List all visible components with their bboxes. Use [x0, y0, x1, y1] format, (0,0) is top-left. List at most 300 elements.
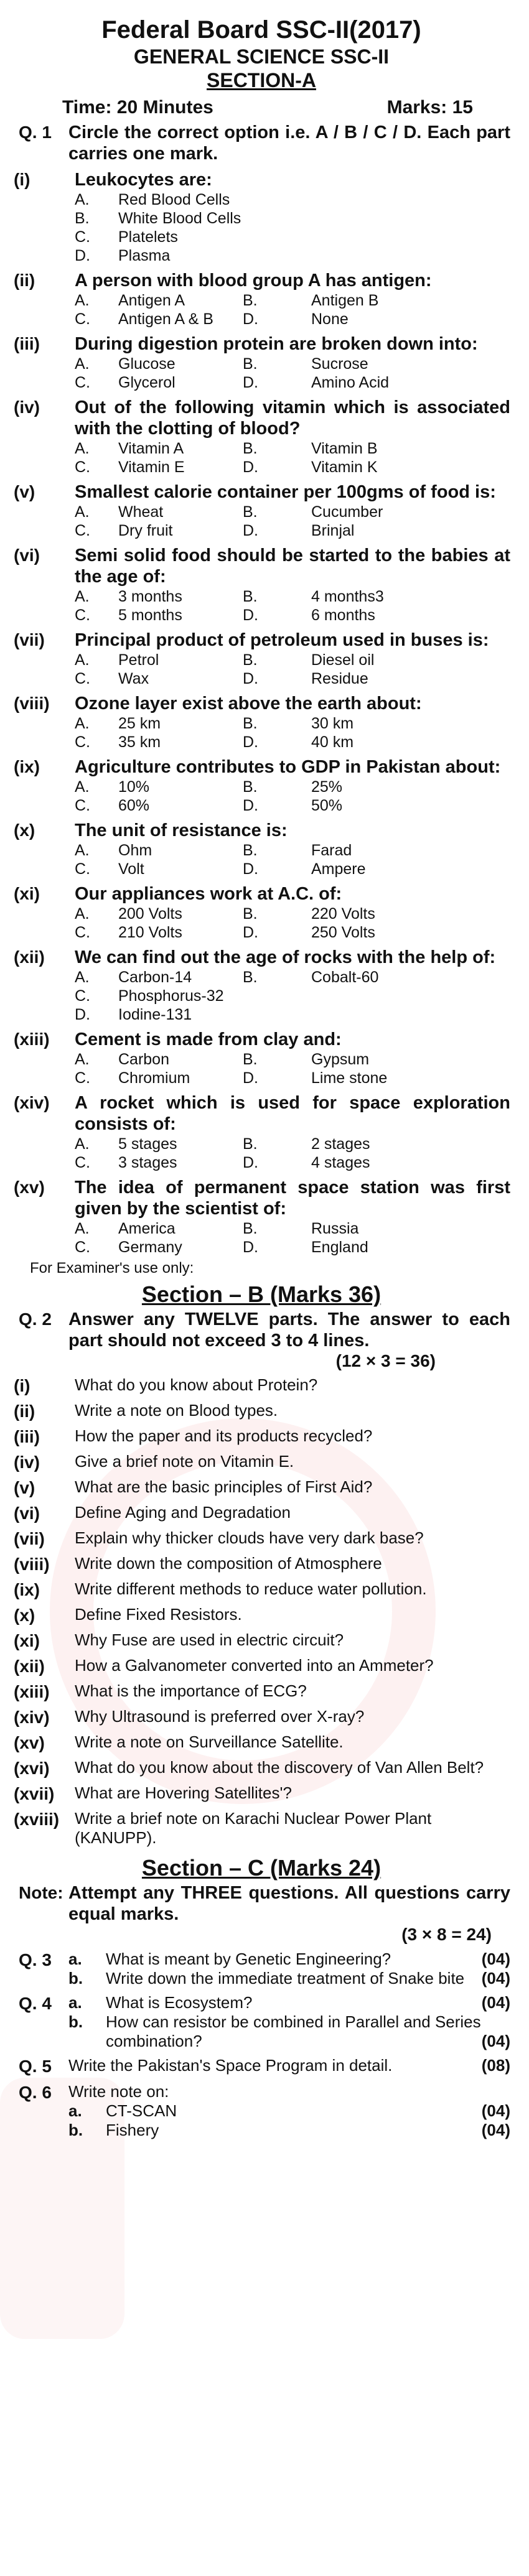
option-text: Vitamin E: [118, 458, 185, 476]
option-text: Ampere: [311, 860, 366, 878]
options-grid: [75, 1050, 510, 1087]
item-number: (xvii): [14, 1784, 55, 1803]
item-question: A person with blood group A has antigen:: [75, 271, 432, 291]
option-text: Antigen A & B: [118, 310, 213, 328]
part-marks: (04): [481, 1950, 510, 1968]
part-marks: (08): [481, 2056, 510, 2075]
short-question: [12, 1452, 510, 1473]
item-body: [75, 693, 510, 751]
mcq-item: [12, 756, 510, 815]
long-question: [12, 2082, 510, 2140]
option-text: Antigen A: [118, 292, 185, 309]
question-1-instruction: Circle the correct option i.e. A / B / C / D. Each part carries one mark.: [68, 123, 510, 164]
option-text: England: [311, 1239, 368, 1256]
item-number: (iii): [14, 334, 40, 353]
option-letter: D.: [243, 670, 258, 687]
long-question: [12, 1993, 510, 2051]
option-letter: A.: [75, 969, 90, 986]
option-letter: A.: [75, 355, 90, 373]
item-question: Leukocytes are:: [75, 170, 212, 190]
item-question: Out of the following vitamin which is associated with the clotting of blood?: [75, 398, 510, 439]
option-letter: B.: [243, 588, 258, 605]
option-letter: A.: [75, 651, 90, 669]
options-grid: [75, 841, 510, 878]
item-body: [75, 630, 510, 688]
short-question: [12, 1401, 510, 1422]
option-letter: D.: [75, 1006, 90, 1023]
option-text: Ohm: [118, 842, 152, 859]
option-letter: A.: [75, 715, 90, 732]
item-question: Agriculture contributes to GDP in Pakistan about:: [75, 757, 501, 777]
option-text: White Blood Cells: [118, 210, 241, 227]
option-letter: D.: [243, 924, 258, 941]
short-question-text: How the paper and its products recycled?: [75, 1426, 373, 1445]
item-number: (vi): [14, 1504, 40, 1523]
question-number: Q. 3: [19, 1950, 52, 1969]
short-question-text: Define Fixed Resistors.: [75, 1605, 242, 1624]
item-number: (ix): [14, 1580, 40, 1599]
part-question: Fishery: [106, 2121, 159, 2139]
short-question: [12, 1426, 510, 1448]
section-a-title: SECTION-A: [207, 69, 316, 91]
item-body: [75, 169, 510, 265]
part-question: How can resistor be combined in Parallel and Series combination?: [106, 2012, 481, 2050]
item-number: (x): [14, 1606, 35, 1625]
option-letter: C.: [75, 458, 90, 476]
options-grid: [75, 503, 510, 540]
item-number: (xii): [14, 947, 45, 967]
option-letter: [243, 1005, 311, 1024]
item-body: [75, 1029, 510, 1087]
short-question: [12, 1477, 510, 1499]
option-text: 40 km: [311, 733, 354, 751]
item-question: The unit of resistance is:: [75, 821, 288, 840]
option-letter: C.: [75, 1154, 90, 1171]
option-text: 10%: [118, 778, 150, 796]
option-letter: C.: [75, 860, 90, 878]
part-label: a.: [68, 2101, 82, 2120]
marks-label: Marks: 15: [386, 97, 473, 118]
option-text: None: [311, 310, 349, 328]
options-grid: [75, 1135, 510, 1172]
mcq-item: [12, 333, 510, 392]
item-body: [75, 756, 510, 815]
option-text: 50%: [311, 797, 343, 814]
option-letter: B.: [243, 292, 258, 309]
short-question-text: What do you know about the discovery of Van Allen Belt?: [75, 1758, 484, 1777]
option-letter: A.: [75, 905, 90, 923]
part-text: [106, 2121, 510, 2140]
section-b-title: [12, 1280, 510, 1309]
option-text: Cucumber: [311, 503, 383, 521]
option-letter: D.: [243, 458, 258, 476]
option-text: 35 km: [118, 733, 161, 751]
part-label: b.: [68, 2012, 83, 2031]
option-letter: A.: [75, 440, 90, 457]
option-letter: A.: [75, 842, 90, 859]
part-marks: (04): [481, 2121, 510, 2139]
item-number: (ix): [14, 757, 40, 776]
item-body: [75, 481, 510, 540]
short-question-text: Give a brief note on Vitamin E.: [75, 1452, 294, 1471]
item-body: [75, 1092, 510, 1172]
options-grid: [75, 1219, 510, 1257]
option-text: Plasma: [118, 247, 171, 264]
question-part: [68, 2056, 510, 2075]
option-text: Wheat: [118, 503, 164, 521]
item-number: (xvi): [14, 1759, 50, 1778]
option-letter: B.: [243, 1135, 258, 1153]
note-label: Note:: [19, 1883, 63, 1902]
option-letter: D.: [243, 1154, 258, 1171]
short-question: [12, 1503, 510, 1524]
option-text: Diesel oil: [311, 651, 375, 669]
time-marks-row: [12, 92, 510, 119]
option-text: Glucose: [118, 355, 176, 373]
option-letter: B.: [243, 1220, 258, 1237]
option-text: 30 km: [311, 715, 354, 732]
short-question: [12, 1656, 510, 1677]
mcq-item: [12, 630, 510, 688]
part-text: [106, 2101, 510, 2121]
long-question-body: [68, 1993, 510, 2051]
option-text: Amino Acid: [311, 374, 390, 391]
option-letter: B.: [243, 715, 258, 732]
short-question: [12, 1554, 510, 1575]
option-text: 3 months: [118, 588, 182, 605]
part-question: What is Ecosystem?: [106, 1993, 253, 2012]
option-text: Iodine-131: [118, 1006, 192, 1023]
option-letter: A.: [75, 1220, 90, 1237]
short-question: [12, 1707, 510, 1728]
question-part: [68, 1993, 510, 2012]
option-text: Antigen B: [311, 292, 379, 309]
part-marks: (04): [481, 2032, 510, 2050]
option-letter: D.: [243, 797, 258, 814]
option-letter: B.: [243, 778, 258, 796]
option-letter: C.: [75, 310, 90, 328]
options-grid: [75, 904, 510, 942]
section-b-marks: (12 × 3 = 36): [335, 1351, 436, 1370]
mcq-item: [12, 481, 510, 540]
options-grid: [75, 439, 510, 477]
mcq-item: [12, 397, 510, 477]
option-text: [311, 987, 510, 1005]
question-2: [12, 1309, 510, 1351]
part-label: b.: [68, 2121, 83, 2139]
part-label: a.: [68, 1950, 82, 1968]
item-question: Smallest calorie container per 100gms of food is:: [75, 482, 496, 502]
mcq-item: [12, 947, 510, 1024]
item-number: (x): [14, 821, 35, 840]
option-letter: C.: [75, 924, 90, 941]
option-text: Dry fruit: [118, 522, 173, 539]
part-question: Write the Pakistan's Space Program in detail.: [68, 2056, 393, 2075]
option-text: 5 stages: [118, 1135, 177, 1153]
option-letter: D.: [243, 310, 258, 328]
item-number: (i): [14, 170, 30, 189]
item-number: (ii): [14, 271, 35, 290]
long-question-body: [68, 1950, 510, 1988]
option-text: America: [118, 1220, 176, 1237]
option-letter: C.: [75, 987, 90, 1005]
item-body: [75, 333, 510, 392]
option-letter: C.: [75, 1069, 90, 1087]
option-letter: B.: [243, 905, 258, 923]
option-letter: A.: [75, 292, 90, 309]
part-question: What is meant by Genetic Engineering?: [106, 1950, 391, 1968]
option-text: Volt: [118, 860, 144, 878]
option-letter: D.: [243, 1069, 258, 1087]
item-number: (xii): [14, 1657, 45, 1676]
short-question-text: Write down the composition of Atmosphere: [75, 1554, 382, 1573]
part-text: [68, 2056, 510, 2075]
short-question: [12, 1809, 510, 1848]
mcq-item: [12, 820, 510, 878]
item-number: (iii): [14, 1427, 40, 1446]
option-text: 4 stages: [311, 1154, 370, 1171]
option-text: Carbon-14: [118, 969, 192, 986]
note-text: Attempt any THREE questions. All questions carry equal marks.: [68, 1883, 510, 1924]
option-letter: B.: [243, 355, 258, 373]
short-question: [12, 1783, 510, 1805]
question-number: Q. 1: [19, 123, 52, 142]
item-number: (v): [14, 1478, 35, 1497]
item-body: [75, 1177, 510, 1257]
item-body: [75, 545, 510, 625]
short-question-text: Write a brief note on Karachi Nuclear Power Plant (KANUPP).: [75, 1809, 432, 1847]
option-text: Phosphorus-32: [118, 987, 224, 1005]
question-part: [68, 1950, 510, 1969]
option-letter: C.: [75, 228, 90, 246]
part-marks: (04): [481, 2101, 510, 2120]
option-letter: A.: [75, 1135, 90, 1153]
option-text: 210 Volts: [118, 924, 182, 941]
option-letter: B.: [243, 503, 258, 521]
mcq-item: [12, 270, 510, 328]
question-number: Q. 5: [19, 2057, 52, 2076]
short-question: [12, 1375, 510, 1397]
part-text: [106, 1969, 510, 1988]
item-body: [75, 883, 510, 942]
time-label: Time: 20 Minutes: [62, 97, 213, 118]
short-question-text: Write a note on Blood types.: [75, 1401, 278, 1420]
short-question-text: What are Hovering Satellites'?: [75, 1783, 292, 1802]
options-grid: [75, 651, 510, 688]
item-number: (iv): [14, 398, 40, 417]
option-text: 25 km: [118, 715, 161, 732]
subject-title: GENERAL SCIENCE SSC-II: [133, 45, 390, 68]
mcq-item: [12, 1092, 510, 1172]
section-c-marks: (3 × 8 = 24): [401, 1925, 492, 1944]
part-marks: (04): [481, 1993, 510, 2012]
short-question-text: Write different methods to reduce water pollution.: [75, 1579, 427, 1598]
short-question-text: What is the importance of ECG?: [75, 1681, 307, 1700]
mcq-item: [12, 693, 510, 751]
long-question-body: [68, 2056, 510, 2075]
examiner-note: For Examiner's use only:: [30, 1260, 194, 1276]
mcq-item: [12, 169, 510, 265]
option-text: Lime stone: [311, 1069, 388, 1087]
section-c-note: [12, 1882, 510, 1925]
option-letter: B.: [75, 210, 90, 227]
item-number: (iv): [14, 1453, 40, 1472]
short-question-text: Explain why thicker clouds have very dark base?: [75, 1528, 424, 1547]
option-letter: C.: [75, 670, 90, 687]
question-number: Q. 6: [19, 2083, 52, 2102]
mcq-item: [12, 883, 510, 942]
short-question-text: Why Ultrasound is preferred over X-ray?: [75, 1707, 365, 1726]
option-text: 4 months3: [311, 588, 384, 605]
part-label: b.: [68, 1969, 83, 1988]
item-question: Ozone layer exist above the earth about:: [75, 694, 422, 714]
question-part: [68, 2012, 510, 2051]
option-text: Vitamin B: [311, 440, 378, 457]
short-question: [12, 1528, 510, 1550]
option-text: Red Blood Cells: [118, 191, 230, 208]
option-letter: D.: [243, 733, 258, 751]
item-number: (vii): [14, 630, 45, 649]
options-grid: [75, 714, 510, 751]
question-1: [12, 122, 510, 164]
item-number: (viii): [14, 694, 50, 713]
option-letter: [243, 987, 311, 1005]
short-question-text: Why Fuse are used in electric circuit?: [75, 1630, 344, 1649]
question-number: Q. 2: [19, 1309, 52, 1329]
mcq-item: [12, 1177, 510, 1257]
option-text: Wax: [118, 670, 149, 687]
option-text: 5 months: [118, 607, 182, 624]
option-letter: C.: [75, 797, 90, 814]
option-letter: C.: [75, 607, 90, 624]
option-letter: A.: [75, 1051, 90, 1068]
short-question: [12, 1758, 510, 1779]
item-body: [75, 270, 510, 328]
short-question-list: [12, 1375, 510, 1848]
item-question: We can find out the age of rocks with the help of:: [75, 947, 496, 967]
option-letter: A.: [75, 588, 90, 605]
option-text: Glycerol: [118, 374, 176, 391]
item-question: Semi solid food should be started to the babies at the age of:: [75, 546, 510, 587]
item-number: (xiii): [14, 1030, 50, 1049]
item-number: (vi): [14, 546, 40, 565]
item-question: Principal product of petroleum used in buses is:: [75, 630, 489, 650]
item-number: (xiv): [14, 1708, 50, 1727]
options-grid: [75, 968, 510, 1024]
option-text: Farad: [311, 842, 352, 859]
option-text: 2 stages: [311, 1135, 370, 1153]
option-letter: C.: [75, 1239, 90, 1256]
item-number: (xiii): [14, 1682, 50, 1701]
item-number: (vii): [14, 1529, 45, 1548]
option-text: 250 Volts: [311, 924, 375, 941]
option-letter: D.: [243, 607, 258, 624]
options-grid: [75, 291, 510, 328]
option-letter: D.: [243, 374, 258, 391]
long-question-intro: Write note on:: [68, 2082, 169, 2101]
option-text: Russia: [311, 1220, 359, 1237]
question-part: [68, 1969, 510, 1988]
option-text: 200 Volts: [118, 905, 182, 923]
item-number: (xv): [14, 1733, 45, 1752]
part-text: [106, 1950, 510, 1969]
short-question: [12, 1732, 510, 1754]
item-number: (ii): [14, 1402, 35, 1421]
short-question-text: How a Galvanometer converted into an Ammeter?: [75, 1656, 434, 1675]
option-text: Brinjal: [311, 522, 355, 539]
mcq-list: [12, 169, 510, 1257]
option-text: [311, 1005, 510, 1024]
options-grid: [75, 190, 510, 265]
option-text: Residue: [311, 670, 368, 687]
short-question-text: What do you know about Protein?: [75, 1375, 318, 1394]
item-number: (xviii): [14, 1810, 60, 1829]
paper-title: Federal Board SSC-II(2017): [101, 16, 421, 44]
item-number: (i): [14, 1376, 30, 1395]
short-question-text: Write a note on Surveillance Satellite.: [75, 1732, 344, 1751]
item-question: Cement is made from clay and:: [75, 1030, 342, 1049]
item-number: (xi): [14, 1631, 40, 1650]
option-text: Platelets: [118, 228, 178, 246]
item-question: A rocket which is used for space exploration consists of:: [75, 1093, 510, 1134]
option-letter: C.: [75, 733, 90, 751]
option-text: Sucrose: [311, 355, 368, 373]
part-text: [106, 1993, 510, 2012]
option-letter: D.: [243, 522, 258, 539]
option-letter: C.: [75, 374, 90, 391]
options-grid: [75, 778, 510, 815]
option-letter: B.: [243, 842, 258, 859]
short-question: [12, 1630, 510, 1652]
mcq-item: [12, 1029, 510, 1087]
option-letter: B.: [243, 651, 258, 669]
part-marks: (04): [481, 1969, 510, 1988]
option-text: 60%: [118, 797, 150, 814]
option-text: 6 months: [311, 607, 375, 624]
option-text: Cobalt-60: [311, 969, 379, 986]
option-text: Vitamin A: [118, 440, 184, 457]
item-body: [75, 397, 510, 477]
option-letter: A.: [75, 191, 90, 208]
short-question-text: Define Aging and Degradation: [75, 1503, 291, 1522]
item-number: (xv): [14, 1178, 45, 1197]
option-letter: A.: [75, 778, 90, 796]
part-text: [106, 2012, 510, 2051]
item-body: [75, 947, 510, 1024]
section-c-title: [12, 1854, 510, 1882]
option-text: Chromium: [118, 1069, 190, 1087]
item-number: (xiv): [14, 1093, 50, 1112]
option-letter: A.: [75, 503, 90, 521]
question-part: [68, 2101, 510, 2121]
item-question: Our appliances work at A.C. of:: [75, 884, 342, 904]
short-question: [12, 1579, 510, 1601]
option-letter: B.: [243, 969, 258, 986]
item-number: (v): [14, 482, 35, 501]
option-letter: D.: [243, 1239, 258, 1256]
part-label: a.: [68, 1993, 82, 2012]
option-text: 220 Volts: [311, 905, 375, 923]
part-question: CT-SCAN: [106, 2101, 177, 2120]
long-question: [12, 2056, 510, 2077]
option-letter: B.: [243, 440, 258, 457]
long-question-list: [12, 1950, 510, 2140]
question-number: Q. 4: [19, 1994, 52, 2013]
section-b-title-text: Section – B (Marks 36): [141, 1281, 382, 1307]
short-question: [12, 1605, 510, 1626]
option-text: Germany: [118, 1239, 182, 1256]
long-question: [12, 1950, 510, 1988]
